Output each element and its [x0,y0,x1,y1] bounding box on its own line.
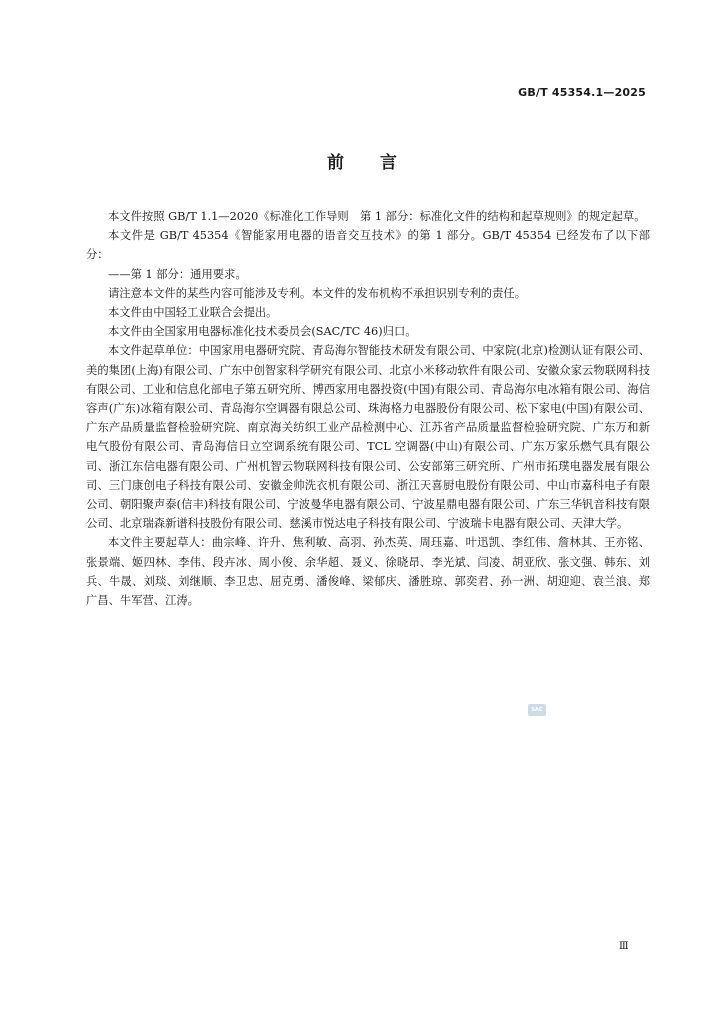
page-title: 前言 [327,153,433,173]
page-number: Ⅲ [619,941,629,952]
standard-code: GB/T 45354.1—2025 [518,86,646,99]
paragraph-under-jurisdiction: 本文件由全国家用电器标准化技术委员会(SAC/TC 46)归口。 [108,325,417,339]
paragraph-main-drafters: 本文件主要起草人：曲宗峰、许升、焦利敏、高羽、孙杰英、周珏嘉、叶迅凯、李红伟、詹林其、王亦铭、张景端、姬四林、李伟、段卉冰、周小俊、余华超、聂义、徐晓昂、李光斌、闫凌、胡亚欣、张文强、韩东、刘兵、牛晟、刘琰、刘继顺、李卫忠、屈克勇、潘俊峰、梁郁庆、潘胜琼、郭奕君、孙一洲、胡迎迎、袁兰浪、郑广昌、牛军营、江涛。 [86,536,650,608]
paragraph-proposed-by: 本文件由中国轻工业联合会提出。 [108,306,278,320]
foreword-body [86,207,650,610]
paragraph-series-part: 本文件是 GB/T 45354《智能家用电器的语音交互技术》的第 1 部分。GB/T 45354 已经发布了以下部分： [86,229,650,262]
paragraph-patent-notice: 请注意本文件的某些内容可能涉及专利。本文件的发布机构不承担识别专利的责任。 [108,286,526,300]
paragraph-drafting-rules: 本文件按照 GB/T 1.1—2020《标准化工作导则 第 1 部分：标准化文件的结构和起草规则》的规定起草。 [108,210,646,223]
sac-watermark-logo: SAC [528,704,546,716]
paragraph-part-list-item: ——第 1 部分：通用要求。 [108,267,247,281]
paragraph-drafting-organizations: 本文件起草单位：中国家用电器研究院、青岛海尔智能技术研发有限公司、中家院(北京)检测认证有限公司、美的集团(上海)有限公司、广东中创智家科学研究有限公司、北京小米移动软件有限公司、安徽众家云物联网科技有限公司、工业和信息化部电子第五研究所、博西家用电器投资(中国)有限公司、青岛海尔电冰箱有限公司、海信容声(广东)冰箱有限公司、青岛海尔空调器有限总公司、珠海格力电器股份有限公司、松下家电(中国)有限公司、广东产品质量监督检验研究院、南京海关纺织工业产品检测中心、江苏省产品质量监督检验研究院、广东万和新电气股份有限公司、青岛海信日立空调系统有限公司、TCL 空调器(中山)有限公司、广东万家乐燃气具有限公司、浙江东信电器有限公司、广州机智云物联网科技有限公司、公安部第三研究所、广州市拓璞电器发展有限公司、三门康创电子科技有限公司、安徽金帅洗衣机有限公司、浙江天喜厨电股份有限公司、中山市嘉科电子有限公司、朝阳聚声泰(信丰)科技有限公司、宁波曼华电器有限公司、宁波星鼎电器有限公司、广东三华钒音科技有限公司、北京瑞森新谱科技股份有限公司、慈溪市悦达电子科技有限公司、宁波瑞卡电器有限公司、天津大学。 [86,344,650,531]
